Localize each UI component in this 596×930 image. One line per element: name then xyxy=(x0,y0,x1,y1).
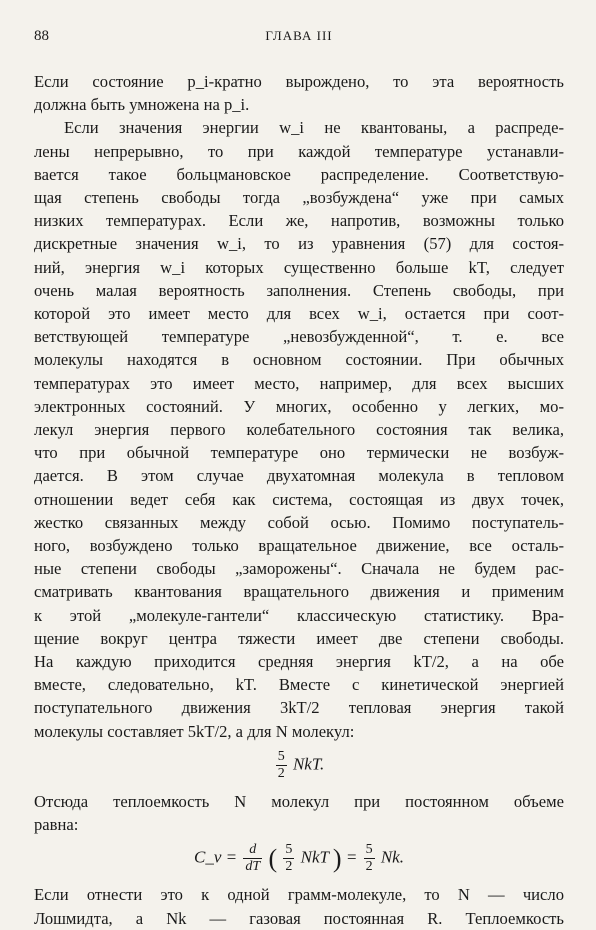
formula-lhs: C_v = xyxy=(194,847,238,867)
fraction-denominator: dT xyxy=(245,859,261,875)
text-line: вается такое больцмановское распределение. Соответствую- xyxy=(34,164,564,184)
text-line: ные степени свободы „заморожены“. Сначала не будем рас- xyxy=(34,559,564,579)
book-page xyxy=(34,22,564,930)
page-number: 88 xyxy=(34,28,49,44)
paragraph-3 xyxy=(34,790,564,836)
text-line: молекулы составляет 5kT/2, а для N молекул: xyxy=(34,721,355,741)
text-line: которой это имеет место для всех w_i, остается при соот- xyxy=(34,304,564,324)
text-line: вместе, следовательно, kT. Вместе с кинетической энергией xyxy=(34,675,564,695)
text-line: ветствующей температуре „невозбужденной“, т. е. все xyxy=(34,327,564,347)
text-line: поступательного движения 3kT/2 тепловая энергия такой xyxy=(34,698,564,718)
text-line: жестко связанных между собой осью. Помимо поступатель- xyxy=(34,512,564,532)
paragraph-2 xyxy=(34,116,564,742)
text-line: На каждую приходится средняя энергия kT/2, а на обе xyxy=(34,652,564,672)
close-paren: ) xyxy=(332,844,342,874)
text-line: щение вокруг центра тяжести имеет две степени свободы. xyxy=(34,628,564,648)
text-line: низких температурах. Если же, напротив, возможны только xyxy=(34,211,564,231)
fraction-denominator: 2 xyxy=(277,765,285,781)
text-line: лены непрерывно, то при каждой температуре устанавли- xyxy=(34,141,564,161)
text-line: молекулы находятся в основном состоянии. При обычных xyxy=(34,350,564,370)
text-line: Отсюда теплоемкость N молекул при постоянном объеме xyxy=(34,791,564,811)
text-line: сматривать квантования вращательного движения и применим xyxy=(34,582,564,602)
fraction-numerator: 5 xyxy=(277,748,285,764)
chapter-title: ГЛАВА III xyxy=(265,28,333,43)
paragraph-1 xyxy=(34,70,564,116)
text-line: очень малая вероятность заполнения. Степень свободы, при xyxy=(34,280,564,300)
text-line: Если состояние p_i-кратно вырождено, то эта вероятность xyxy=(34,72,564,91)
text-line: дается. В этом случае двухатомная молекула в тепловом xyxy=(34,466,564,486)
paragraph-4 xyxy=(34,883,564,929)
formula-equals: = xyxy=(345,847,358,867)
formula-energy xyxy=(34,749,564,782)
derivative-fraction xyxy=(243,842,262,875)
fraction-denominator: 2 xyxy=(365,859,373,875)
text-line: дискретные значения w_i, то из уравнения (57) для состоя- xyxy=(34,234,564,254)
body-text xyxy=(34,70,564,930)
fraction xyxy=(364,842,375,875)
open-paren: ( xyxy=(268,844,278,874)
formula-rest: NkT. xyxy=(292,754,325,774)
text-line: что при обычной температуре оно термически не возбуж- xyxy=(34,443,564,463)
text-line: Лошмидта, а Nk — газовая постоянная R. Теплоемкость xyxy=(34,908,564,928)
formula-tail: Nk. xyxy=(380,847,404,867)
fraction-numerator: d xyxy=(243,842,262,859)
formula-inner: NkT xyxy=(300,847,329,867)
text-line: щая степень свободы тогда „возбуждена“ уже при самых xyxy=(34,188,564,208)
text-line: лекул энергия первого колебательного состояния так велика, xyxy=(34,420,564,440)
formula-heat-capacity xyxy=(34,842,564,875)
running-head xyxy=(34,22,564,46)
fraction-denominator: 2 xyxy=(285,859,293,875)
fraction-numerator: 5 xyxy=(365,842,373,858)
text-line: Если отнести это к одной грамм-молекуле, то N — число xyxy=(34,885,564,905)
text-line: температурах это имеет место, например, для всех высших xyxy=(34,373,564,393)
fraction xyxy=(276,749,287,782)
text-line: к этой „молекуле-гантели“ классическую статистику. Вра- xyxy=(34,605,564,625)
text-line: Если значения энергии w_i не квантованы, а распреде- xyxy=(64,118,564,138)
text-line: ний, энергия w_i которых существенно больше kT, следует xyxy=(34,257,564,277)
fraction-numerator: 5 xyxy=(285,842,293,858)
text-line: равна: xyxy=(34,815,79,835)
fraction xyxy=(283,842,294,875)
text-line: должна быть умножена на p_i. xyxy=(34,95,250,115)
text-line: ного, возбуждено только вращательное движение, все осталь- xyxy=(34,536,564,556)
text-line: электронных состояний. У многих, особенно у легких, мо- xyxy=(34,396,564,416)
text-line: отношении ведет себя как система, состоящая из двух точек, xyxy=(34,489,564,509)
